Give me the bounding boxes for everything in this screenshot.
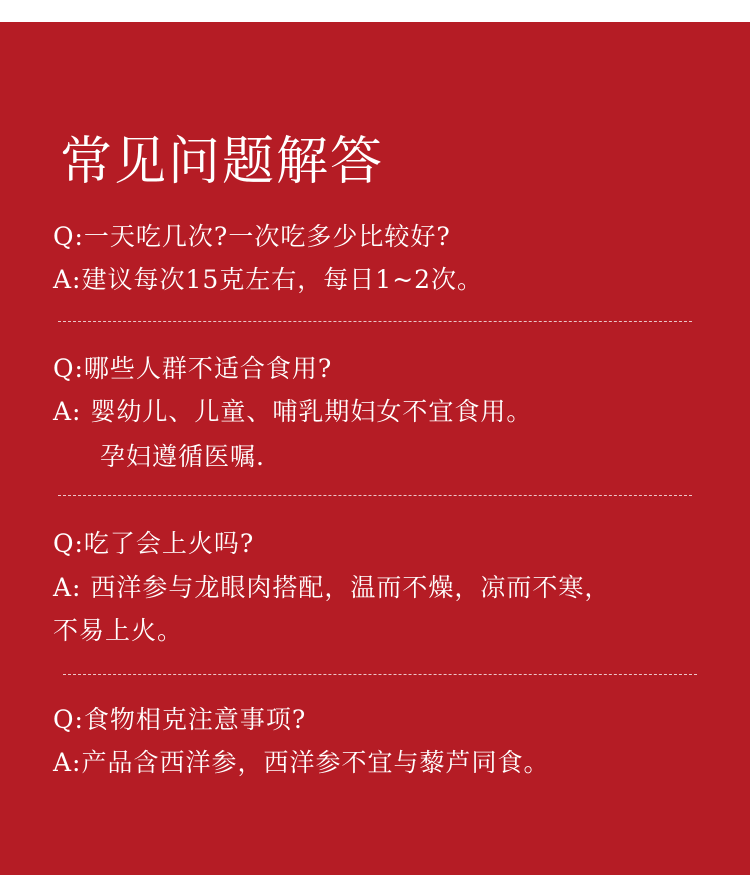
faq-2-answer-continued: 孕妇遵循医嘱. — [100, 442, 265, 471]
faq-1-question: Q:一天吃几次?一次吃多少比较好? — [53, 222, 451, 251]
faq-divider — [63, 674, 697, 675]
page-title: 常见问题解答 — [60, 132, 385, 192]
faq-divider — [58, 321, 692, 322]
faq-3-answer-continued: 不易上火。 — [53, 616, 184, 645]
faq-divider — [58, 495, 692, 496]
faq-4-answer: A:产品含西洋参，西洋参不宜与藜芦同食。 — [53, 748, 550, 777]
faq-2-answer: A: 婴幼儿、儿童、哺乳期妇女不宜食用。 — [53, 397, 533, 426]
faq-4-question: Q:食物相克注意事项? — [53, 705, 307, 734]
faq-3-answer: A: 西洋参与龙眼肉搭配，温而不燥，凉而不寒， — [53, 573, 611, 602]
faq-panel — [0, 22, 750, 875]
faq-1-answer: A:建议每次15克左右，每日1~2次。 — [53, 265, 484, 294]
faq-3-question: Q:吃了会上火吗? — [53, 529, 255, 558]
faq-2-question: Q:哪些人群不适合食用? — [53, 354, 333, 383]
